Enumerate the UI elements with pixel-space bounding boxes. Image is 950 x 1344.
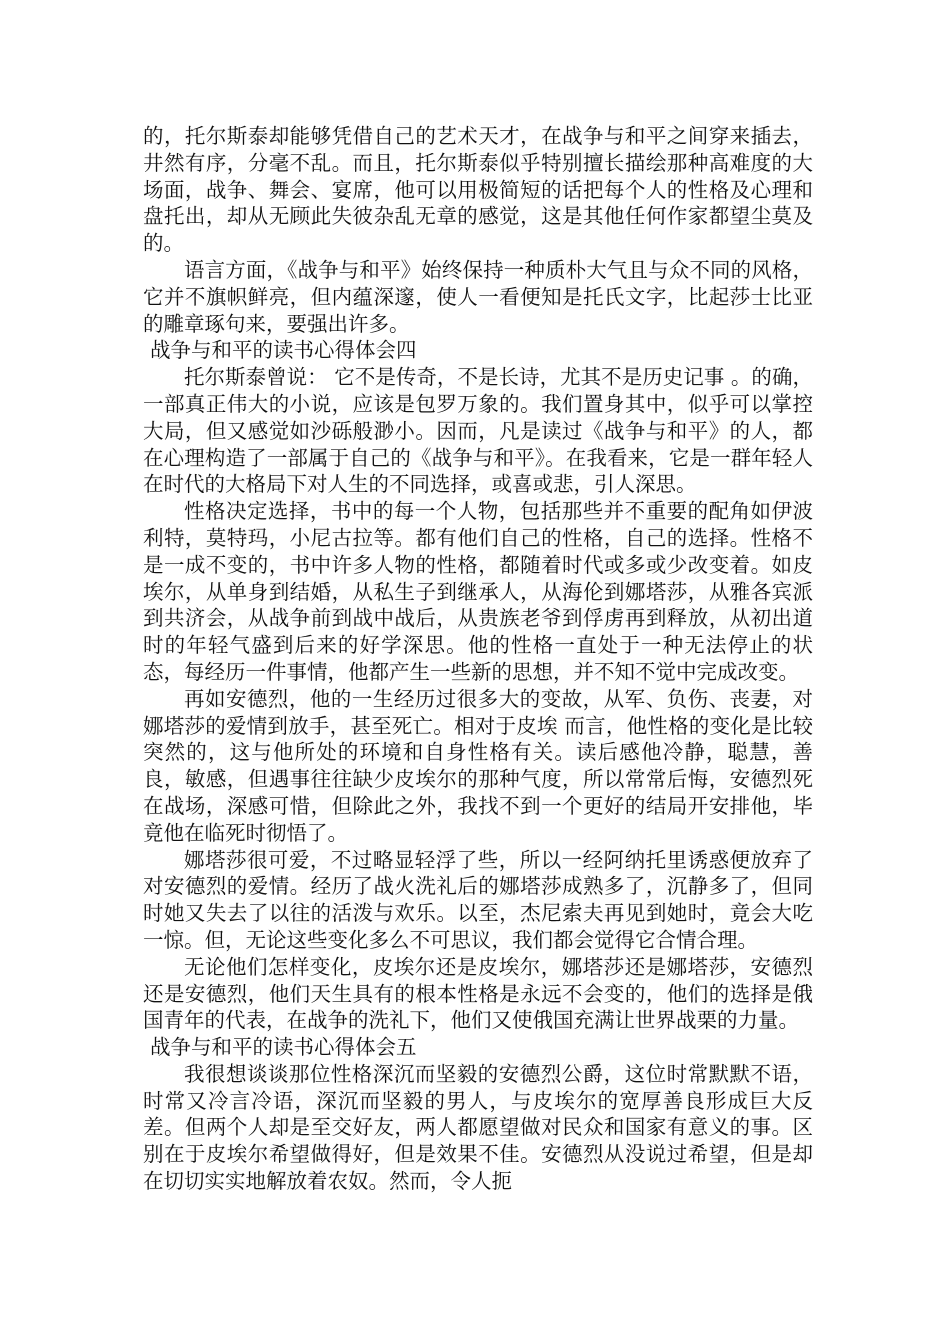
- paragraph-language-style: 语言方面，《战争与和平》始终保持一种质朴大气且与众不同的风格，它并不旗帜鲜亮，但内蕴深邃，使人一看便知是托氏文字，比起莎士比亚的雕章琢句来，要强出许多。: [143, 257, 813, 336]
- paragraph-continuation: 的，托尔斯泰却能够凭借自己的艺术天才，在战争与和平之间穿来插去，井然有序，分毫不乱。而且，托尔斯泰似乎特别擅长描绘那种高难度的大场面，战争、舞会、宴席，他可以用极简短的话把每个人的性格及心理和盘托出，却从无顾此失彼杂乱无章的感觉，这是其他任何作家都望尘莫及的。: [143, 124, 813, 256]
- section-heading-four: 战争与和平的读书心得体会四: [150, 338, 417, 363]
- paragraph-prince-andrei: 我很想谈谈那位性格深沉而坚毅的安德烈公爵，这位时常默默不语，时常又冷言冷语，深沉而坚毅的男人，与皮埃尔的宽厚善良形成巨大反差。但两个人却是至交好友，两人都愿望做对民众和国家有意义的事。区别在于皮埃尔希望做得好，但是效果不佳。安德烈从没说过希望，但是却在切切实实地解放着农奴。然而，令人扼: [143, 1061, 813, 1194]
- section-heading-five: 战争与和平的读书心得体会五: [150, 1035, 417, 1060]
- document-body: [143, 123, 813, 1195]
- paragraph-andrei: 再如安德烈，他的一生经历过很多大的变故，从军、负伤、丧妻，对娜塔莎的爱情到放手，甚至死亡。相对于皮埃 而言，他性格的变化是比较突然的，这与他所处的环境和自身性格有关。读后感他冷静，聪慧，善良，敏感，但遇事往往缺少皮埃尔的那种气度，所以常常后悔，安德烈死在战场，深感可惜，但除此之外，我找不到一个更好的结局开安排他，毕竟他在临死时彻悟了。: [143, 686, 813, 845]
- paragraph-tolstoy-quote: 托尔斯泰曾说： 它不是传奇，不是长诗，尤其不是历史记事 。的确，一部真正伟大的小说，应该是包罗万象的。我们置身其中，似乎可以掌控大局，但又感觉如沙砾般渺小。因而，凡是读过《战争与和平》的人，都在心理构造了一部属于自己的《战争与和平》。在我看来，它是一群年轻人在时代的大格局下对人生的不同选择，或喜或悲，引人深思。: [143, 365, 813, 497]
- paragraph-natasha: 娜塔莎很可爱，不过略显轻浮了些，所以一经阿纳托里诱惑便放弃了对安德烈的爱情。经历了战火洗礼后的娜塔莎成熟多了，沉静多了，但同时她又失去了以往的活泼与欢乐。以至，杰尼索夫再见到她时，竟会大吃一惊。但，无论这些变化多么不可思议，我们都会觉得它合情合理。: [143, 847, 813, 952]
- paragraph-character-choice: 性格决定选择，书中的每一个人物，包括那些并不重要的配角如伊波利特，莫特玛，小尼古拉等。都有他们自己的性格，自己的选择。性格不是一成不变的，书中许多人物的性格，都随着时代或多或少改变着。如皮埃尔，从单身到结婚，从私生子到继承人，从海伦到娜塔莎，从雅各宾派到共济会，从战争前到战中战后，从贵族老爷到俘虏再到释放，从初出道时的年轻气盛到后来的好学深思。他的性格一直处于一种无法停止的状态，每经历一件事情，他都产生一些新的思想，并不知不觉中完成改变。: [143, 499, 813, 684]
- paragraph-unchanging-nature: 无论他们怎样变化，皮埃尔还是皮埃尔，娜塔莎还是娜塔莎，安德烈还是安德烈，他们天生具有的根本性格是永远不会变的，他们的选择是俄国青年的代表，在战争的洗礼下，他们又使俄国充满让世界战栗的力量。: [143, 954, 813, 1033]
